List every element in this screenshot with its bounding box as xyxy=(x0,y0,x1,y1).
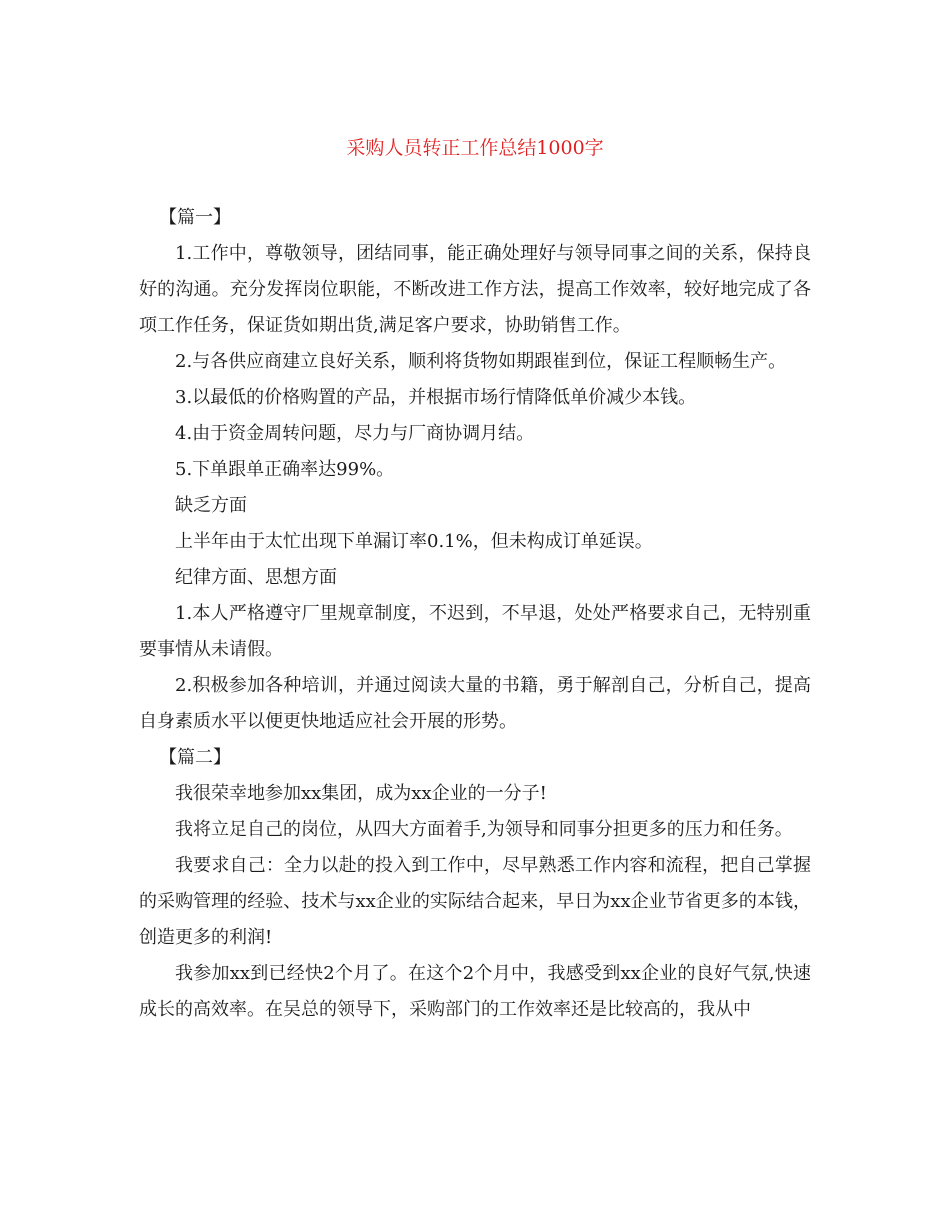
paragraph: 4.由于资金周转问题，尽力与厂商协调月结。 xyxy=(175,423,535,444)
paragraph: 我要求自己：全力以赴的投入到工作中，尽早熟悉工作内容和流程，把自己掌握的采购管理的经验、技术与xx企业的实际结合起来，早日为xx企业节省更多的本钱，创造更多的利润! xyxy=(139,855,811,948)
paragraph: 2.与各供应商建立良好关系，顺利将货物如期跟崔到位，保证工程顺畅生产。 xyxy=(175,351,787,372)
paragraph: 上半年由于太忙出现下单漏订率0.1%，但未构成订单延误。 xyxy=(175,531,653,552)
paragraph: 1.本人严格遵守厂里规章制度，不迟到，不早退，处处严格要求自己，无特别重要事情从未请假。 xyxy=(139,603,811,660)
paragraph: 1.工作中，尊敬领导，团结同事，能正确处理好与领导同事之间的关系，保持良好的沟通。充分发挥岗位职能，不断改进工作方法，提高工作效率，较好地完成了各项工作任务，保证货如期出货,满足客户要求，协助销售工作。 xyxy=(139,243,811,336)
paragraph: 我将立足自己的岗位，从四大方面着手,为领导和同事分担更多的压力和任务。 xyxy=(175,819,793,840)
section-heading-1: 【篇一】 xyxy=(159,207,231,228)
paragraph: 我很荣幸地参加xx集团，成为xx企业的一分子! xyxy=(175,783,547,804)
section-heading-2: 【篇二】 xyxy=(159,747,231,768)
paragraph: 我参加xx到已经快2个月了。在这个2个月中，我感受到xx企业的良好气氛,快速成长的高效率。在吴总的领导下，采购部门的工作效率还是比较高的，我从中 xyxy=(139,963,811,1020)
document-title: 采购人员转正工作总结1000字 xyxy=(346,137,604,159)
subheading-shortcomings: 缺乏方面 xyxy=(175,495,247,516)
paragraph: 5.下单跟单正确率达99%。 xyxy=(175,459,395,480)
subheading-discipline: 纪律方面、思想方面 xyxy=(175,567,337,588)
document-body xyxy=(139,200,811,1028)
paragraph: 2.积极参加各种培训，并通过阅读大量的书籍，勇于解剖自己，分析自己，提高自身素质水平以便更快地适应社会开展的形势。 xyxy=(139,675,811,732)
paragraph: 3.以最低的价格购置的产品，并根据市场行情降低单价减少本钱。 xyxy=(175,387,697,408)
